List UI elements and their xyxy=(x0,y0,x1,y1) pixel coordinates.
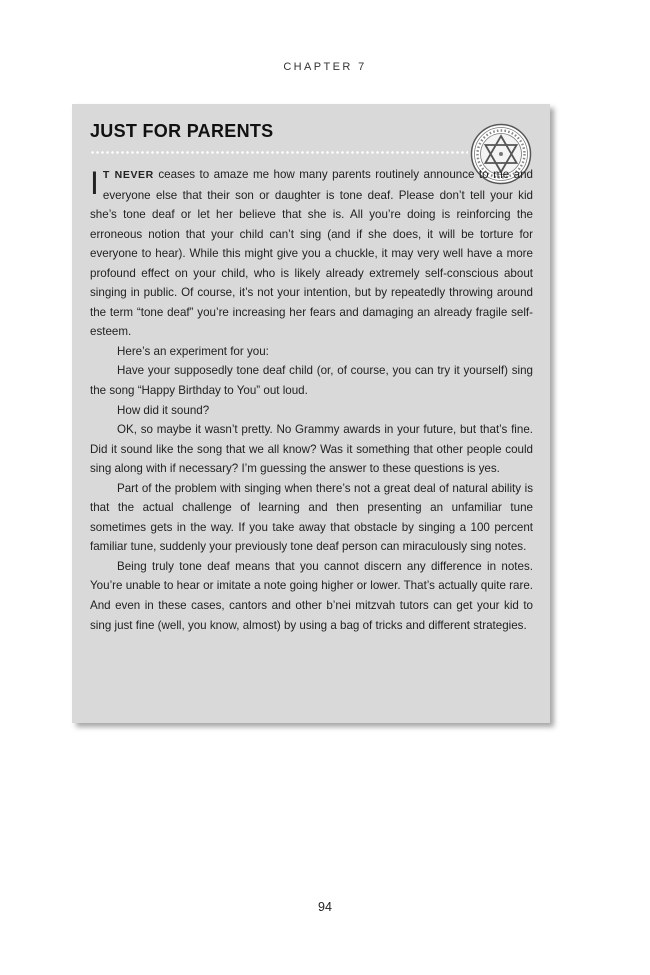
paragraph: Have your supposedly tone deaf child (or, of course, you can try it yourself) sing the song “Happy Birthday to You” out loud. xyxy=(90,364,533,398)
paragraph: How did it sound? xyxy=(117,403,210,417)
sidebar-title: JUST FOR PARENTS xyxy=(90,121,274,141)
page-number: 94 xyxy=(318,900,332,914)
paragraph: Part of the problem with singing when there’s not a great deal of natural ability is that the actual challenge of learning and then presenting an unfamiliar tune sometimes gets in the way. If you take away that obstacle by singing a 100 percent familiar tune, suddenly your previously tone deaf person can miraculously sing notes. xyxy=(90,481,533,554)
first-paragraph-text: ceases to amaze me how many parents routinely announce to me and everyone else that their son or daughter is tone deaf. Please don’t tell your kid she’s tone deaf or let her believe that she is. All you’re doing is reinforcing the erroneous notion that your child can’t sing (and if she does, it will be torture for everyone to hear). While this might give you a chuckle, it may very well have a more profound effect on your child, who is likely already extremely self-conscious about singing in public. Of course, it’s not your intention, but by repeatedly throwing around the term “tone deaf” you’re increasing her fears and damaging an already fragile self-esteem. xyxy=(90,168,533,339)
dotted-rule xyxy=(90,151,468,154)
paragraph: Being truly tone deaf means that you cannot discern any difference in notes. You’re unable to hear or imitate a note going higher or lower. That’s actually quite rare. And even in these cases, cantors and other b’nei mitzvah tutors can get your kid to sing just fine (well, you know, almost) by using a bag of tricks and different strategies. xyxy=(90,559,533,632)
paragraph: OK, so maybe it wasn’t pretty. No Grammy awards in your future, but that’s fine. Did it sound like the song that we all know? Was it something that other people could sing along with if necessary? I’m guessing the answer to these questions is yes. xyxy=(90,423,533,476)
sidebar-body xyxy=(90,165,533,635)
lead-in: T NEVER xyxy=(102,169,154,181)
first-paragraph xyxy=(90,165,533,342)
drop-cap: I xyxy=(90,165,99,201)
paragraph: Here’s an experiment for you: xyxy=(117,344,269,358)
sidebar-box xyxy=(72,104,550,723)
running-head: CHAPTER 7 xyxy=(283,61,367,73)
